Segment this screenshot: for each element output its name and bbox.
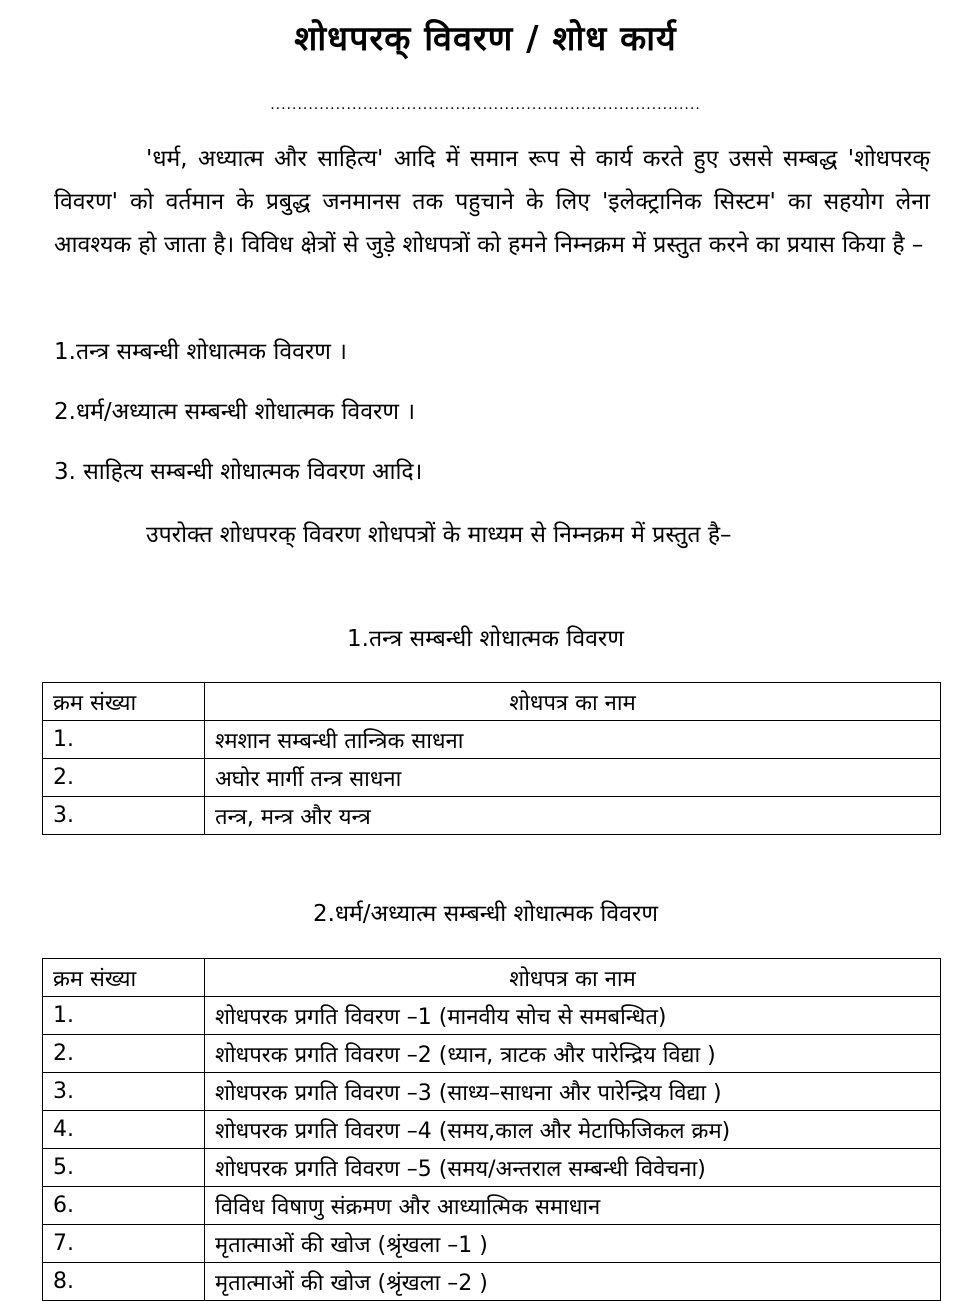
serial-cell: 7.: [43, 1225, 205, 1263]
serial-cell: 3.: [43, 797, 205, 835]
table-row: [43, 759, 941, 797]
list-item: 2.धर्म/अध्यात्म सम्बन्धी शोधात्मक विवरण ।: [54, 399, 416, 425]
serial-cell: 5.: [43, 1149, 205, 1187]
paper-name-cell: मृतात्माओं की खोज (श्रृंखला –1 ): [205, 1225, 941, 1263]
serial-cell: 2.: [43, 759, 205, 797]
column-header-paper-name: शोधपत्र का नाम: [205, 959, 941, 997]
second-paragraph: उपरोक्त शोधपरक् विवरण शोधपत्रों के माध्यम से निम्नक्रम में प्रस्तुत है–: [146, 522, 732, 548]
paper-name-cell: शोधपरक प्रगति विवरण –5 (समय/अन्तराल सम्बन्धी विवेचना): [205, 1149, 941, 1187]
dharma-papers-table: [42, 958, 941, 1301]
paper-name-cell: श्मशान सम्बन्धी तान्त्रिक साधना: [205, 721, 941, 759]
serial-cell: 1.: [43, 997, 205, 1035]
table-row: [43, 1225, 941, 1263]
paper-name-cell: शोधपरक प्रगति विवरण –2 (ध्यान, त्राटक और पारेन्द्रिय विद्या ): [205, 1035, 941, 1073]
section-heading-tantra: 1.तन्त्र सम्बन्धी शोधात्मक विवरण: [347, 626, 624, 652]
table-header-row: [43, 683, 941, 721]
table-row: [43, 1263, 941, 1301]
serial-cell: 6.: [43, 1187, 205, 1225]
page-title: शोधपरक् विवरण / शोध कार्य: [294, 19, 677, 59]
serial-cell: 3.: [43, 1073, 205, 1111]
serial-cell: 8.: [43, 1263, 205, 1301]
serial-cell: 4.: [43, 1111, 205, 1149]
table-row: [43, 997, 941, 1035]
section-heading-dharma: 2.धर्म/अध्यात्म सम्बन्धी शोधात्मक विवरण: [312, 901, 659, 927]
tantra-papers-table: [42, 682, 941, 835]
serial-cell: 1.: [43, 721, 205, 759]
dotted-separator: ...............................................................................: [270, 97, 701, 113]
column-header-serial: क्रम संख्या: [43, 959, 205, 997]
table-header-row: [43, 959, 941, 997]
table-row: [43, 721, 941, 759]
table-row: [43, 797, 941, 835]
paper-name-cell: विविध विषाणु संक्रमण और आध्यात्मिक समाधान: [205, 1187, 941, 1225]
paper-name-cell: अघोर मार्गी तन्त्र साधना: [205, 759, 941, 797]
list-item: 3. साहित्य सम्बन्धी शोधात्मक विवरण आदि।: [54, 459, 423, 485]
table-row: [43, 1035, 941, 1073]
table-row: [43, 1073, 941, 1111]
intro-paragraph: 'धर्म, अध्यात्म और साहित्य' आदि में समान रूप से कार्य करते हुए उससे सम्बद्ध 'शोधपरक् विवरण' को वर्तमान के प्रबुद्ध जनमानस तक पहुचाने के लिए 'इलेक्ट्रानिक सिस्टम' का सहयोग लेना आवश्यक हो जाता है। विविध क्षेत्रों से जुड़े शोधपत्रों को हमने निम्नक्रम में प्रस्तुत करने का प्रयास किया है –: [54, 146, 930, 258]
list-item: 1.तन्त्र सम्बन्धी शोधात्मक विवरण ।: [54, 339, 347, 365]
table-row: [43, 1149, 941, 1187]
table-row: [43, 1111, 941, 1149]
paper-name-cell: तन्त्र, मन्त्र और यन्त्र: [205, 797, 941, 835]
column-header-paper-name: शोधपत्र का नाम: [205, 683, 941, 721]
serial-cell: 2.: [43, 1035, 205, 1073]
table-row: [43, 1187, 941, 1225]
paper-name-cell: शोधपरक प्रगति विवरण –3 (साध्य–साधना और पारेन्द्रिय विद्या ): [205, 1073, 941, 1111]
column-header-serial: क्रम संख्या: [43, 683, 205, 721]
paper-name-cell: मृतात्माओं की खोज (श्रृंखला –2 ): [205, 1263, 941, 1301]
paper-name-cell: शोधपरक प्रगति विवरण –1 (मानवीय सोच से समबन्धित): [205, 997, 941, 1035]
paper-name-cell: शोधपरक प्रगति विवरण –4 (समय,काल और मेटाफिजिकल क्रम): [205, 1111, 941, 1149]
